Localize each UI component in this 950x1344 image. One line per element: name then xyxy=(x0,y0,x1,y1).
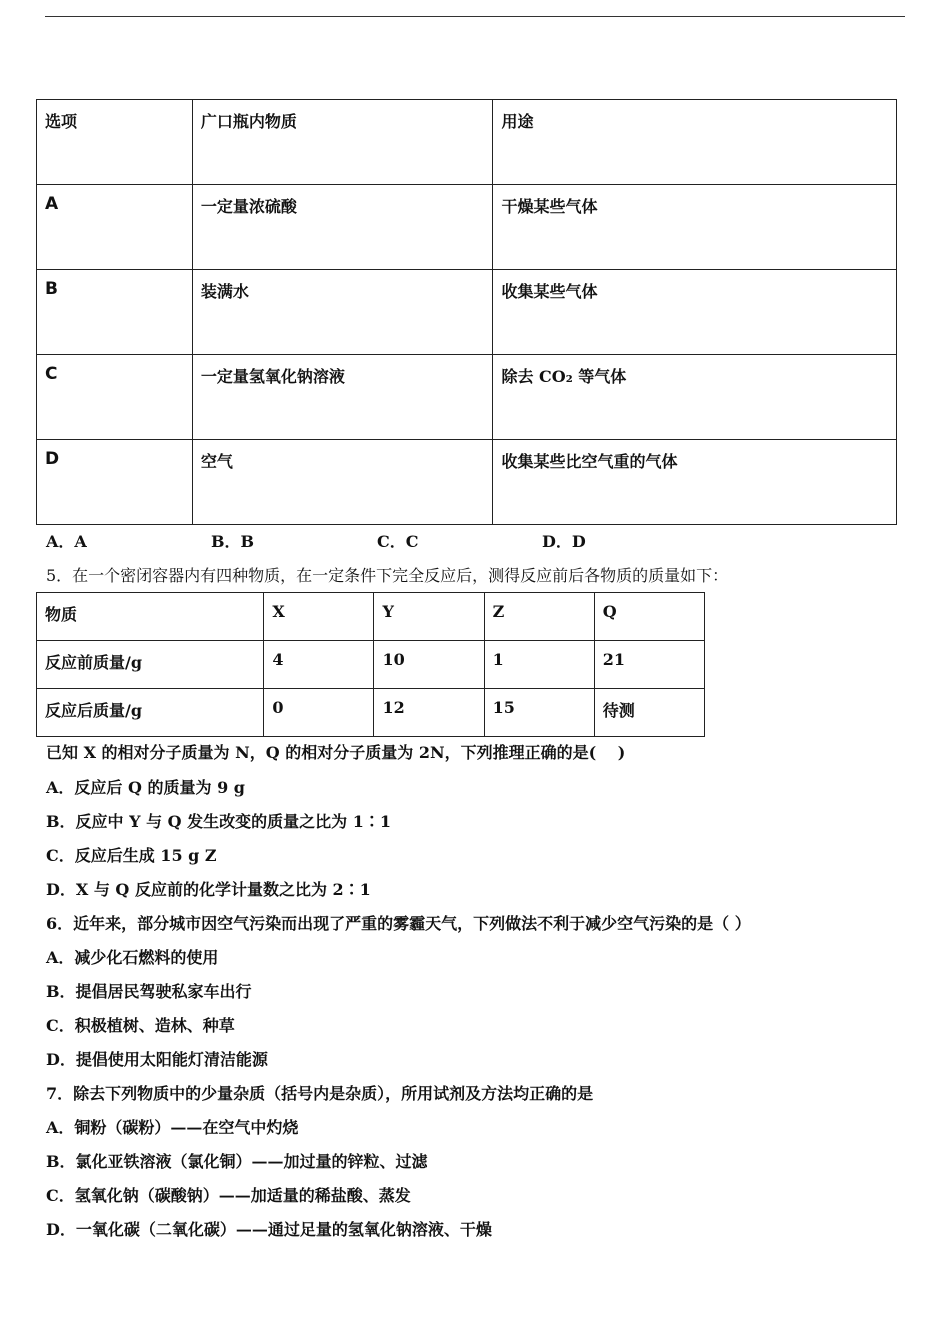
substance-cell: 空气 xyxy=(192,440,493,525)
mass-table xyxy=(36,592,705,737)
header-rule xyxy=(45,16,905,17)
usage-cell: 除去 CO₂ 等气体 xyxy=(493,355,897,440)
q5-option-c: C．反应后生成 15 g Z xyxy=(46,846,217,865)
table-row xyxy=(37,440,897,525)
usage-cell: 收集某些比空气重的气体 xyxy=(493,440,897,525)
row-label-cell: 反应前质量/g xyxy=(37,641,264,689)
substance-cell: 一定量浓硫酸 xyxy=(192,185,493,270)
usage-cell: 收集某些气体 xyxy=(493,270,897,355)
option-cell: D xyxy=(37,440,193,525)
option-cell: C xyxy=(37,355,193,440)
value-cell: 21 xyxy=(594,641,704,689)
q5-question: 已知 X 的相对分子质量为 N，Q 的相对分子质量为 2N，下列推理正确的是( ) xyxy=(46,743,626,762)
header-cell: 物质 xyxy=(37,593,264,641)
option-cell: A xyxy=(37,185,193,270)
q5-stem: 5．在一个密闭容器内有四种物质，在一定条件下完全反应后，测得反应前后各物质的质量如下： xyxy=(46,566,729,585)
substance-cell: 一定量氢氧化钠溶液 xyxy=(192,355,493,440)
q6-option-a: A．减少化石燃料的使用 xyxy=(46,948,219,967)
row-label-cell: 反应后质量/g xyxy=(37,689,264,737)
header-cell: 广口瓶内物质 xyxy=(192,100,493,185)
gas-bottle-table xyxy=(36,99,897,525)
value-cell: 12 xyxy=(374,689,484,737)
option-cell: B xyxy=(37,270,193,355)
q6-option-b: B．提倡居民驾驶私家车出行 xyxy=(46,982,252,1001)
q7-stem: 7．除去下列物质中的少量杂质（括号内是杂质），所用试剂及方法均正确的是 xyxy=(46,1084,594,1103)
header-cell: X xyxy=(264,593,374,641)
q4-option-a: A．A xyxy=(46,532,87,551)
q7-option-c: C．氢氧化钠（碳酸钠）——加适量的稀盐酸、蒸发 xyxy=(46,1186,411,1205)
table-row xyxy=(37,689,705,737)
q7-option-d: D．一氧化碳（二氧化碳）——通过足量的氢氧化钠溶液、干燥 xyxy=(46,1220,492,1239)
table-row xyxy=(37,185,897,270)
q7-option-b: B．氯化亚铁溶液（氯化铜）——加过量的锌粒、过滤 xyxy=(46,1152,428,1171)
header-cell: 选项 xyxy=(37,100,193,185)
q6-option-c: C．积极植树、造林、种草 xyxy=(46,1016,235,1035)
header-cell: Q xyxy=(594,593,704,641)
value-cell: 待测 xyxy=(594,689,704,737)
q6-stem: 6．近年来，部分城市因空气污染而出现了严重的雾霾天气，下列做法不利于减少空气污染的是（ ） xyxy=(46,914,751,933)
q5-option-d: D．X 与 Q 反应前的化学计量数之比为 2∶1 xyxy=(46,880,371,899)
value-cell: 15 xyxy=(484,689,594,737)
q6-option-d: D．提倡使用太阳能灯清洁能源 xyxy=(46,1050,268,1069)
header-cell: Z xyxy=(484,593,594,641)
q7-option-a: A．铜粉（碳粉）——在空气中灼烧 xyxy=(46,1118,299,1137)
table-row xyxy=(37,270,897,355)
q4-option-c: C．C xyxy=(377,532,419,551)
table-header-row xyxy=(37,100,897,185)
q5-option-a: A．反应后 Q 的质量为 9 g xyxy=(46,778,245,797)
table-header-row xyxy=(37,593,705,641)
substance-cell: 装满水 xyxy=(192,270,493,355)
header-cell: Y xyxy=(374,593,484,641)
header-cell: 用途 xyxy=(493,100,897,185)
table-row xyxy=(37,641,705,689)
q5-option-b: B．反应中 Y 与 Q 发生改变的质量之比为 1∶1 xyxy=(46,812,392,831)
value-cell: 10 xyxy=(374,641,484,689)
value-cell: 0 xyxy=(264,689,374,737)
q4-option-b: B．B xyxy=(211,532,255,551)
value-cell: 4 xyxy=(264,641,374,689)
value-cell: 1 xyxy=(484,641,594,689)
usage-cell: 干燥某些气体 xyxy=(493,185,897,270)
q4-option-d: D．D xyxy=(542,532,586,551)
table-row xyxy=(37,355,897,440)
